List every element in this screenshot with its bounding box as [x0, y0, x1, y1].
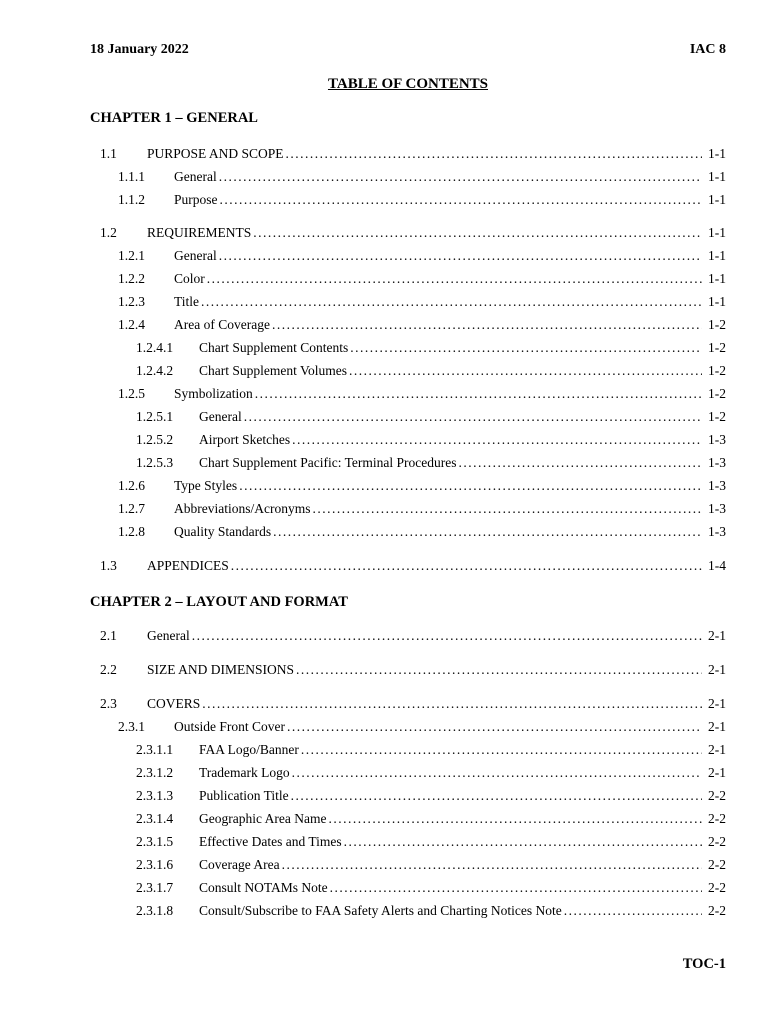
dot-leader	[350, 339, 702, 357]
toc-entry-page: 2-1	[708, 719, 726, 734]
toc-entry-leader	[174, 718, 702, 736]
dot-leader	[273, 523, 702, 541]
toc-entry-leader	[174, 316, 702, 334]
toc-entry-leader	[147, 145, 702, 163]
dot-leader	[301, 741, 702, 759]
toc-entry-leader	[174, 270, 702, 288]
footer-page-label: TOC-1	[682, 956, 726, 972]
toc-entry-page: 2-2	[708, 903, 726, 918]
toc-entry[interactable]	[0, 661, 726, 679]
toc-entry-page: 1-1	[708, 146, 726, 161]
toc-entry-title: PURPOSE AND SCOPE	[147, 146, 284, 161]
toc-entry-number: 2.3.1.3	[136, 788, 174, 803]
toc-entry[interactable]	[0, 856, 726, 874]
toc-entry-number: 1.2.2	[118, 271, 145, 286]
dot-leader	[255, 385, 702, 403]
toc-entry-title: Area of Coverage	[174, 317, 270, 332]
dot-leader	[219, 168, 702, 186]
dot-leader	[253, 224, 702, 242]
toc-entry-page: 2-1	[708, 628, 726, 643]
toc-entry-page: 1-1	[708, 271, 726, 286]
dot-leader	[291, 787, 702, 805]
toc-entry-number: 1.2.5.1	[136, 409, 174, 424]
dot-leader	[292, 431, 702, 449]
toc-entry-title: Color	[174, 271, 205, 286]
dot-leader	[201, 293, 702, 311]
toc-entry[interactable]	[0, 523, 726, 541]
toc-entry[interactable]	[0, 431, 726, 449]
toc-entry[interactable]	[0, 500, 726, 518]
dot-leader	[202, 695, 702, 713]
toc-entry-number: 2.3.1.2	[136, 765, 174, 780]
toc-entry-page: 1-3	[708, 524, 726, 539]
toc-entry-number: 1.2.5.2	[136, 432, 174, 447]
dot-leader	[330, 879, 702, 897]
toc-entry-leader	[174, 168, 702, 186]
toc-entry-leader	[147, 224, 702, 242]
toc-entry-leader	[174, 385, 702, 403]
toc-entry-number: 2.3.1.4	[136, 811, 174, 826]
dot-leader	[192, 627, 702, 645]
toc-entry-page: 2-2	[708, 811, 726, 826]
toc-entry-page: 1-1	[708, 225, 726, 240]
toc-entry-title: Outside Front Cover	[174, 719, 285, 734]
toc-entry-number: 1.2.8	[118, 524, 145, 539]
dot-leader	[312, 500, 702, 518]
toc-entry-title: Chart Supplement Volumes	[199, 363, 347, 378]
toc-entry-leader	[147, 695, 702, 713]
toc-entry-leader	[147, 557, 702, 575]
toc-entry-number: 1.2.7	[118, 501, 145, 516]
toc-entry-page: 1-3	[708, 455, 726, 470]
toc-entry-title: COVERS	[147, 696, 201, 711]
toc-entry[interactable]	[0, 385, 726, 403]
toc-entry[interactable]	[0, 741, 726, 759]
toc-entry-page: 2-1	[708, 696, 726, 711]
toc-entry[interactable]	[0, 191, 726, 209]
toc-entry-page: 1-2	[708, 340, 726, 355]
dot-leader	[286, 145, 702, 163]
toc-entry-page: 1-1	[708, 294, 726, 309]
toc-entry-page: 1-4	[708, 558, 726, 573]
toc-entry-title: Abbreviations/Acronyms	[174, 501, 311, 516]
dot-leader	[220, 191, 703, 209]
toc-entry-leader	[199, 787, 702, 805]
toc-entry[interactable]	[0, 293, 726, 311]
toc-entry-page: 1-3	[708, 432, 726, 447]
toc-entry-page: 1-1	[708, 169, 726, 184]
toc-entry-page: 2-1	[708, 742, 726, 757]
toc-entry-title: APPENDICES	[147, 558, 229, 573]
toc-entry-title: Title	[174, 294, 200, 309]
toc-title: TABLE OF CONTENTS	[327, 76, 489, 92]
toc-entry[interactable]	[0, 168, 726, 186]
toc-entry[interactable]	[0, 316, 726, 334]
toc-entry-leader	[199, 856, 702, 874]
dot-leader	[296, 661, 702, 679]
toc-entry[interactable]	[0, 145, 726, 163]
toc-entry-leader	[199, 741, 702, 759]
toc-entry-number: 2.1	[100, 628, 117, 643]
toc-entry-number: 1.2.3	[118, 294, 145, 309]
toc-entry-title: Symbolization	[174, 386, 253, 401]
toc-entry[interactable]	[0, 362, 726, 380]
toc-entry-page: 2-2	[708, 857, 726, 872]
toc-entry-leader	[199, 833, 702, 851]
toc-entry-number: 2.3.1.8	[136, 903, 174, 918]
toc-entry-leader	[199, 339, 702, 357]
toc-entry[interactable]	[0, 557, 726, 575]
toc-entry-title: Effective Dates and Times	[199, 834, 342, 849]
toc-entry-number: 2.3.1	[118, 719, 145, 734]
toc-entry-leader	[147, 627, 702, 645]
toc-entry-number: 1.2.5	[118, 386, 145, 401]
toc-entry-page: 2-2	[708, 788, 726, 803]
toc-entry-page: 1-2	[708, 409, 726, 424]
toc-entry-page: 1-2	[708, 317, 726, 332]
dot-leader	[239, 477, 702, 495]
toc-entry[interactable]	[0, 833, 726, 851]
toc-entry-title: Chart Supplement Contents	[199, 340, 349, 355]
toc-entry-number: 1.2.6	[118, 478, 145, 493]
toc-entry-title: Consult/Subscribe to FAA Safety Alerts and Charting Notices Note	[199, 903, 562, 918]
toc-entry-number: 1.1.2	[118, 192, 145, 207]
toc-entry-number: 2.3	[100, 696, 117, 711]
dot-leader	[219, 247, 702, 265]
toc-entry-number: 1.2.5.3	[136, 455, 174, 470]
toc-entry[interactable]	[0, 270, 726, 288]
toc-entry-page: 2-1	[708, 765, 726, 780]
header-date: 18 January 2022	[90, 42, 189, 57]
toc-entry[interactable]	[0, 764, 726, 782]
toc-entry[interactable]	[0, 247, 726, 265]
toc-entry-page: 2-1	[708, 662, 726, 677]
toc-entry-title: Geographic Area Name	[199, 811, 327, 826]
toc-entry-number: 2.2	[100, 662, 117, 677]
toc-entry[interactable]	[0, 718, 726, 736]
dot-leader	[328, 810, 702, 828]
toc-entry-number: 1.2.1	[118, 248, 145, 263]
dot-leader	[564, 902, 702, 920]
toc-entry-leader	[199, 810, 702, 828]
dot-leader	[287, 718, 702, 736]
toc-entry-number: 1.2.4.1	[136, 340, 174, 355]
toc-entry-leader	[199, 902, 702, 920]
toc-entry-number: 2.3.1.5	[136, 834, 174, 849]
toc-entry-title: Trademark Logo	[199, 765, 290, 780]
toc-entry-number: 2.3.1.6	[136, 857, 174, 872]
toc-entry-title: Consult NOTAMs Note	[199, 880, 328, 895]
toc-entry[interactable]	[0, 902, 726, 920]
toc-entry-leader	[174, 247, 702, 265]
chapter-heading: CHAPTER 1 – GENERAL	[90, 110, 258, 126]
toc-entry-number: 1.1	[100, 146, 117, 161]
header-doc-id: IAC 8	[689, 42, 726, 57]
toc-entry-title: General	[147, 628, 190, 643]
toc-entry-number: 2.3.1.7	[136, 880, 174, 895]
toc-entry[interactable]	[0, 879, 726, 897]
toc-entry-page: 1-2	[708, 386, 726, 401]
dot-leader	[349, 362, 702, 380]
toc-entry[interactable]	[0, 627, 726, 645]
toc-entry-title: SIZE AND DIMENSIONS	[147, 662, 295, 677]
dot-leader	[244, 408, 702, 426]
toc-entry-number: 1.2.4.2	[136, 363, 174, 378]
dot-leader	[272, 316, 702, 334]
toc-entry-number: 1.2	[100, 225, 117, 240]
toc-entry[interactable]	[0, 339, 726, 357]
toc-entry[interactable]	[0, 477, 726, 495]
toc-entry-number: 1.1.1	[118, 169, 145, 184]
toc-entry-leader	[174, 293, 702, 311]
toc-entry-title: FAA Logo/Banner	[199, 742, 299, 757]
toc-entry[interactable]	[0, 810, 726, 828]
dot-leader	[231, 557, 702, 575]
toc-entry-leader	[147, 661, 702, 679]
dot-leader	[282, 856, 702, 874]
toc-entry-title: Chart Supplement Pacific: Terminal Procedures	[199, 455, 457, 470]
toc-entry-page: 1-1	[708, 248, 726, 263]
dot-leader	[292, 764, 702, 782]
toc-entry-page: 1-1	[708, 192, 726, 207]
toc-entry-leader	[199, 362, 702, 380]
toc-entry[interactable]	[0, 695, 726, 713]
chapter-heading: CHAPTER 2 – LAYOUT AND FORMAT	[90, 594, 348, 610]
toc-entry-leader	[199, 764, 702, 782]
toc-entry-leader	[174, 500, 702, 518]
toc-entry-number: 1.3	[100, 558, 117, 573]
toc-entry-title: Quality Standards	[174, 524, 272, 539]
toc-entry-page: 1-3	[708, 501, 726, 516]
toc-entry-page: 1-2	[708, 363, 726, 378]
dot-leader	[459, 454, 703, 472]
toc-entry-number: 1.2.4	[118, 317, 145, 332]
toc-entry-page: 2-2	[708, 834, 726, 849]
toc-entry-leader	[199, 454, 702, 472]
toc-entry-title: General	[174, 248, 217, 263]
toc-entry-title: General	[174, 169, 217, 184]
toc-entry-title: Publication Title	[199, 788, 289, 803]
toc-entry-title: REQUIREMENTS	[147, 225, 252, 240]
toc-entry-leader	[174, 477, 702, 495]
toc-entry-leader	[199, 879, 702, 897]
toc-entry-number: 2.3.1.1	[136, 742, 174, 757]
toc-entry[interactable]	[0, 454, 726, 472]
toc-entry[interactable]	[0, 408, 726, 426]
toc-entry-page: 2-2	[708, 880, 726, 895]
toc-entry-title: Type Styles	[174, 478, 238, 493]
toc-entry-leader	[174, 191, 702, 209]
dot-leader	[344, 833, 702, 851]
toc-entry-leader	[199, 431, 702, 449]
dot-leader	[207, 270, 702, 288]
toc-entry-title: Coverage Area	[199, 857, 280, 872]
toc-entry-leader	[174, 523, 702, 541]
toc-entry-title: General	[199, 409, 242, 424]
toc-entry-title: Purpose	[174, 192, 218, 207]
toc-entry[interactable]	[0, 787, 726, 805]
toc-entry[interactable]	[0, 224, 726, 242]
toc-entry-title: Airport Sketches	[199, 432, 291, 447]
toc-entry-page: 1-3	[708, 478, 726, 493]
toc-entry-leader	[199, 408, 702, 426]
